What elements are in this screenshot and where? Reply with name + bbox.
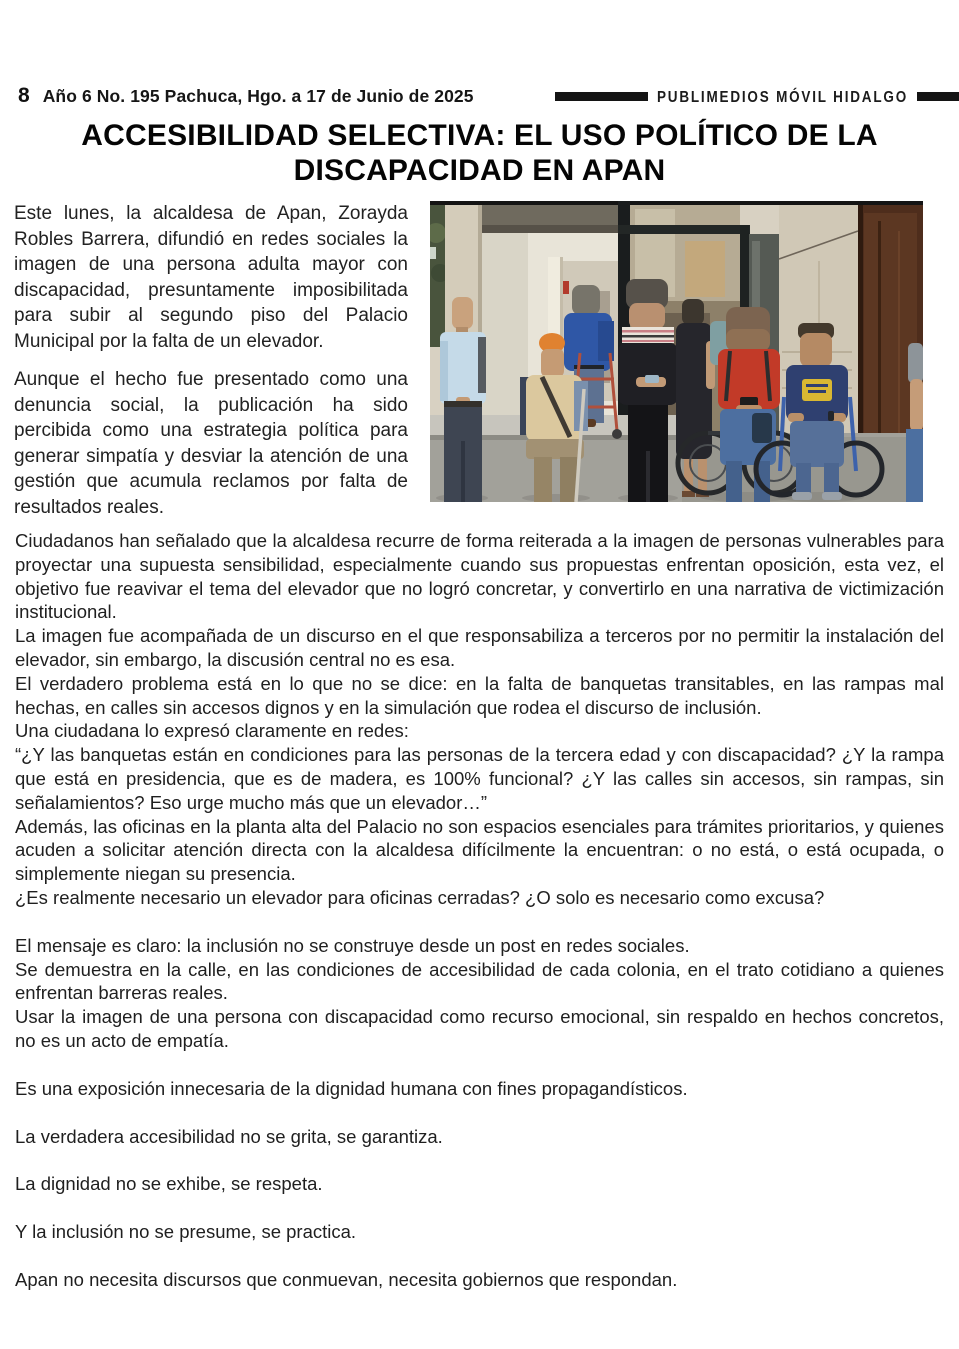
article-paragraph: El mensaje es claro: la inclusión no se construye desde un post en redes sociales. xyxy=(15,934,690,956)
article-paragraph: La imagen fue acompañada de un discurso en el que responsabiliza a terceros por no permitir la instalación del elevador, sin embargo, la discusión central no es esa. xyxy=(15,625,944,670)
article-photo xyxy=(430,201,923,502)
article-paragraph: La verdadera accesibilidad no se grita, se garantiza. xyxy=(15,1125,443,1147)
newspaper-page xyxy=(0,84,959,1349)
lead-section xyxy=(14,201,959,520)
article-paragraph: Apan no necesita discursos que conmuevan, necesita gobiernos que respondan. xyxy=(15,1268,678,1290)
article-headline: ACCESIBILIDAD SELECTIVA: EL USO POLÍTICO DE LA DISCAPACIDAD EN APAN xyxy=(81,119,878,187)
article-paragraph: ¿Es realmente necesario un elevador para oficinas cerradas? ¿O solo es necesario como excusa? xyxy=(15,886,825,908)
article-paragraph: Es una exposición innecesaria de la dignidad humana con fines propagandísticos. xyxy=(15,1077,688,1099)
page-number: 8 xyxy=(18,84,30,107)
lead-paragraph: Este lunes, la alcaldesa de Apan, Zorayda Robles Barrera, difundió en redes sociales la imagen de una persona adulta mayor con discapacidad, presuntamente imposibilitada para subir al segundo piso del Palacio Municipal por la falta de un elevador. xyxy=(14,203,408,352)
article-paragraph: Ciudadanos han señalado que la alcaldesa recurre de forma reiterada a la imagen de personas vulnerables para proyectar una supuesta sensibilidad, especialmente cuando sus propuestas enfrentan oposición, esta vez, el objetivo fue reavivar el tema del elevador que no logró concretar, y convertirlo en una narrativa de victimización institucional. xyxy=(15,530,944,623)
lead-paragraph: Aunque el hecho fue presentado como una denuncia social, la publicación ha sido percibida como una estrategia política para generar simpatía y desviar la atención de una gestión que acumula reclamos por falta de resultados reales. xyxy=(14,369,408,518)
article-body xyxy=(15,529,944,1292)
issue-info: Año 6 No. 195 Pachuca, Hgo. a 17 de Junio de 2025 xyxy=(42,85,474,106)
photo-illustration xyxy=(430,201,923,502)
article-paragraph: Además, las oficinas en la planta alta del Palacio no son espacios esenciales para trámites prioritarios, y quienes acuden a solicitar atención directa con la alcaldesa difícilmente la encuentran: o no está, o está ocupada, o simplemente niegan su presencia. xyxy=(15,815,944,885)
photo-top-border xyxy=(430,201,923,205)
masthead-bar-right xyxy=(917,92,959,101)
article-paragraph: Una ciudadana lo expresó claramente en redes: xyxy=(15,720,409,742)
masthead xyxy=(555,89,959,104)
masthead-title: PUBLIMEDIOS MÓVIL HIDALGO xyxy=(656,87,908,105)
article-paragraph: Y la inclusión no se presume, se practica. xyxy=(15,1221,357,1243)
article-paragraph: El verdadero problema está en lo que no se dice: en la falta de banquetas transitables, en las rampas mal hechas, en calles sin accesos dignos y en la simulación que rodea el discurso de inclusión. xyxy=(15,672,944,718)
article-paragraph: Se demuestra en la calle, en las condiciones de accesibilidad de cada colonia, en el trato cotidiano a quienes enfrentan barreras reales. xyxy=(15,958,944,1004)
lead-column xyxy=(14,201,408,520)
article-paragraph: Usar la imagen de una persona con discapacidad como recurso emocional, sin respaldo en hechos concretos, no es un acto de empatía. xyxy=(15,1006,944,1051)
page-header xyxy=(0,84,959,108)
article-paragraph: La dignidad no se exhibe, se respeta. xyxy=(15,1173,323,1195)
masthead-bar-left xyxy=(555,92,648,101)
article-quote: “¿Y las banquetas están en condiciones para las personas de la tercera edad y con discapacidad? ¿Y la rampa que está en presidencia, que es de madera, es 100% funcional? ¿Y las calles sin accesos, sin rampas, sin señalamientos? Eso urge mucho más que un elevador…” xyxy=(15,744,944,813)
phone xyxy=(645,375,659,383)
